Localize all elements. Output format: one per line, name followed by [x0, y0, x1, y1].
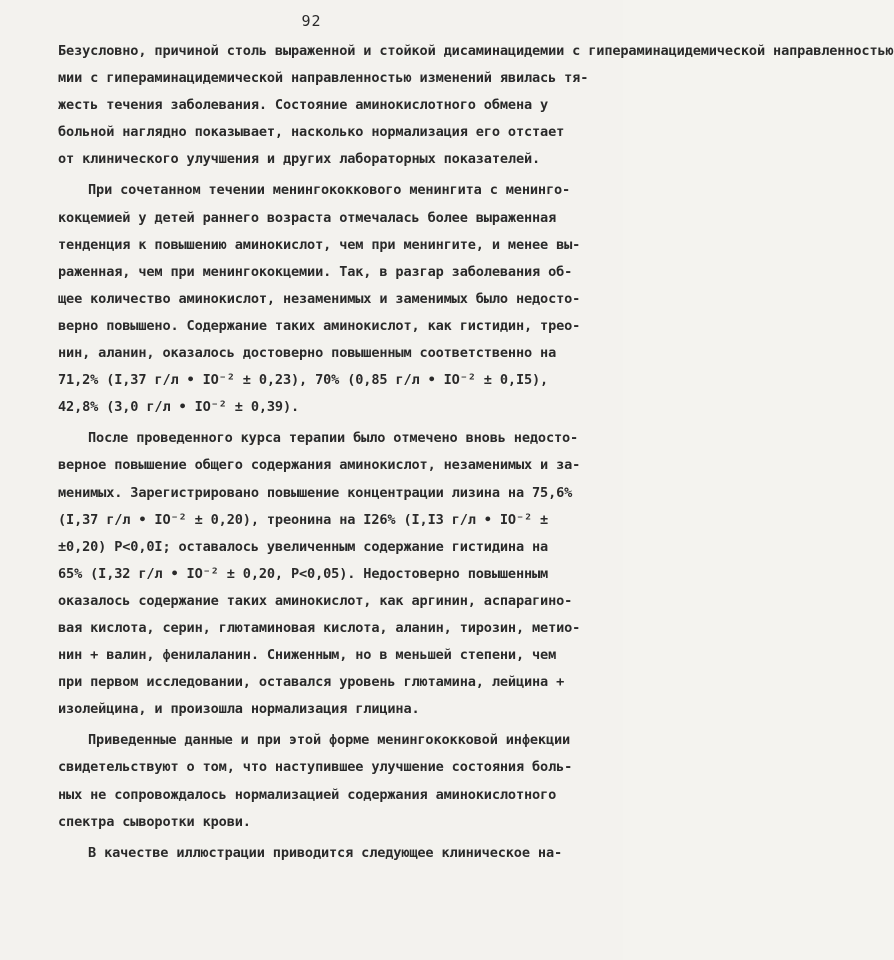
- text-line: нин + валин, фенилаланин. Сниженным, но в меньшей степени, чем: [58, 647, 557, 664]
- paragraph-1: [58, 38, 894, 173]
- text-line: 71,2% (I,37 г/л • IO⁻² ± 0,23), 70% (0,85 г/л • IO⁻² ± 0,I5),: [58, 372, 549, 389]
- text-line: щее количество аминокислот, незаменимых и заменимых было недосто-: [58, 290, 581, 307]
- paragraph-4: [58, 727, 586, 835]
- text-line: тенденция к повышению аминокислот, чем при менингите, и менее вы-: [58, 236, 581, 253]
- text-line: кокцемией у детей раннего возраста отмечалась более выраженная: [58, 209, 557, 226]
- paragraph-3: [58, 425, 586, 723]
- body-text: [58, 38, 894, 867]
- text-line: 42,8% (3,0 г/л • IO⁻² ± 0,39).: [58, 399, 300, 416]
- text-line: мии с гипераминацидемической направленностью изменений явилась тя-: [58, 70, 589, 87]
- text-line: менимых. Зарегистрировано повышение концентрации лизина на 75,6%: [58, 484, 573, 501]
- paragraph-5: [58, 840, 586, 867]
- text-line: изолейцина, и произошла нормализация глицина.: [58, 701, 420, 718]
- text-line: раженная, чем при менингококцемии. Так, в разгар заболевания об-: [58, 263, 573, 280]
- text-line: нин, аланин, оказалось достоверно повышенным соответственно на: [58, 345, 557, 362]
- text-line: верно повышено. Содержание таких аминокислот, как гистидин, трео-: [58, 317, 581, 334]
- paragraph-2: [58, 177, 586, 421]
- text-line: При сочетанном течении менингококкового менингита с менинго-: [88, 182, 571, 199]
- text-line: верное повышение общего содержания аминокислот, незаменимых и за-: [58, 457, 581, 474]
- text-line: ных не сопровождалось нормализацией содержания аминокислотного: [58, 786, 557, 803]
- text-line: 65% (I,32 г/л • IO⁻² ± 0,20, Р<0,05). Недостоверно повышенным: [58, 565, 549, 582]
- text-line: свидетельствуют о том, что наступившее улучшение состояния боль-: [58, 759, 573, 776]
- text-line: оказалось содержание таких аминокислот, как аргинин, аспарагино-: [58, 592, 573, 609]
- text-line: больной наглядно показывает, насколько нормализация его отстает: [58, 124, 565, 141]
- text-line: Безусловно, причиной столь выраженной и стойкой дисаминацидемии с гипераминацидемической направленностью: [58, 43, 894, 59]
- text-line: ±0,20) Р<0,0I; оставалось увеличенным содержание гистидина на: [58, 538, 549, 555]
- text-line: Приведенные данные и при этой форме менингококковой инфекции: [88, 732, 571, 749]
- text-line: спектра сыворотки крови.: [58, 813, 251, 830]
- text-line: при первом исследовании, оставался уровень глютамина, лейцина +: [58, 674, 565, 691]
- text-line: жесть течения заболевания. Состояние аминокислотного обмена у: [58, 97, 549, 114]
- text-line: В качестве иллюстрации приводится следующее клиническое на-: [88, 844, 563, 861]
- page-number: 92: [301, 12, 322, 30]
- text-line: вая кислота, серин, глютаминовая кислота, аланин, тирозин, метио-: [58, 619, 581, 636]
- text-line: (I,37 г/л • IO⁻² ± 0,20), треонина на I26% (I,I3 г/л • IO⁻² ±: [58, 511, 549, 528]
- text-line: от клинического улучшения и других лабораторных показателей.: [58, 151, 541, 168]
- text-line: После проведенного курса терапии было отмечено вновь недосто-: [88, 430, 579, 447]
